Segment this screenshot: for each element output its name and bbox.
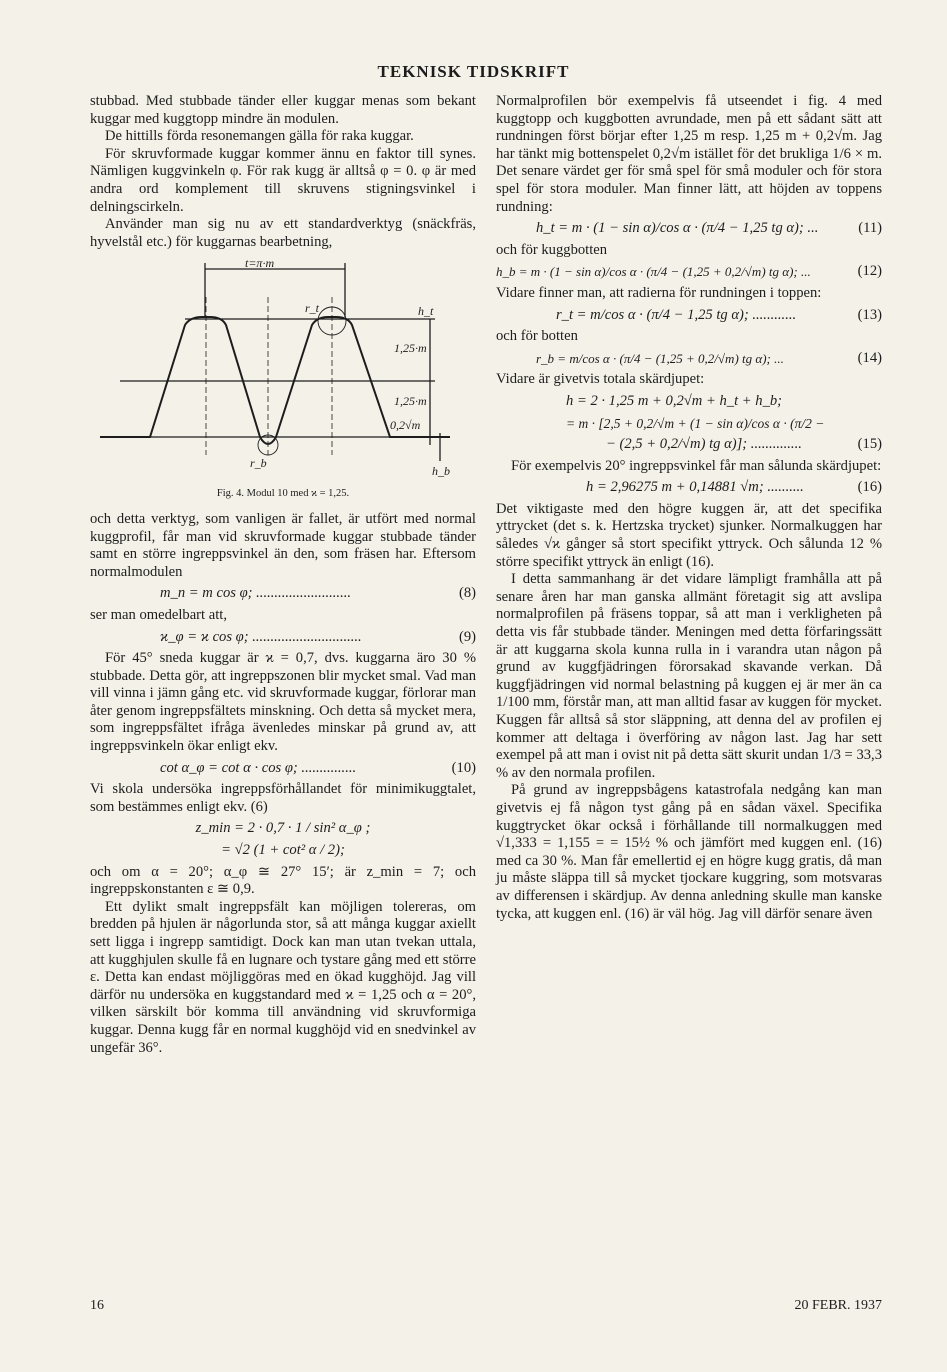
hb-label: h_b	[432, 464, 450, 479]
rt-label: r_t	[305, 301, 320, 316]
paragraph: Vidare är givetvis totala skärdjupet:	[496, 371, 705, 388]
equation-number: (16)	[857, 479, 882, 496]
equation-15b	[496, 415, 882, 433]
paragraph: För 45° sneda kuggar är ϰ = 0,7, dvs. kuggarna äro 30 % stubbade. Detta gör, att ingreppszonen blir mycket smal. Vad man vill vinna i jämn gång etc. vid skruvformade kuggar, förlorar man åter genom ingreppsfältets minskning. Och detta så mycket mera, som ingreppsfältet ifråga ävenledes minskar på grund av, att ingreppsvinkeln ökar enligt ekv.	[90, 650, 476, 755]
equation-number: (10)	[451, 759, 476, 776]
tooth-profile-diagram	[90, 257, 476, 485]
equation-number: (12)	[857, 263, 882, 280]
equation-body: h_b = m · (1 − sin α)/cos α · (π/4 − (1,25 + 0,2/√m) tg α); ...	[496, 264, 811, 280]
equation-body: = √2 (1 + cot² α / 2);	[221, 842, 345, 859]
equation-body: r_b = m/cos α · (π/4 − (1,25 + 0,2/√m) tg α); ...	[536, 350, 784, 366]
equation-12	[496, 263, 882, 281]
equation-9	[90, 629, 476, 647]
equation-15c	[496, 436, 882, 454]
paragraph: Vidare finner man, att radierna för rundningen i toppen:	[496, 284, 822, 301]
equation-zmin-2	[90, 842, 476, 860]
equation-body: ϰ_φ = ϰ cos φ; ..............................	[160, 628, 362, 645]
paragraph: och om α = 20°; α_φ ≅ 27° 15′; är z_min = 7; och ingreppskonstanten ε ≅ 0,9.	[90, 863, 476, 898]
issue-date: 20 FEBR. 1937	[794, 1298, 882, 1313]
equation-body: − (2,5 + 0,2/√m) tg α)]; ..............	[606, 436, 802, 453]
masthead: TEKNISK TIDSKRIFT	[377, 62, 570, 81]
clearance-label: 0,2√m	[390, 418, 421, 433]
paragraph: Vi skola undersöka ingreppsförhållandet för minimikuggtalet, som bestämmes enligt ekv. (6)	[90, 781, 476, 815]
paragraph: För skruvformade kuggar kommer ännu en faktor till synes. Nämligen kuggvinkeln φ. För rak kugg är alltså φ = 0. φ är med andra ord komplement till skruvens stigningsvinkel i delningscirkeln.	[90, 145, 476, 215]
paragraph: De hittills förda resonemangen gälla för raka kuggar.	[105, 128, 414, 145]
equation-body: cot α_φ = cot α · cos φ; ...............	[160, 759, 357, 776]
equation-14	[496, 350, 882, 368]
paragraph: I detta sammanhang är det vidare lämpligt framhålla att på senare åren har man ganska allmänt företagit sig att avslipa normalprofilen på fräsens toppar, så att man i verkligheten på detta vis får stubbade tänder. Meningen med detta förfaringssätt är att kuggarna skola kunna rulla in i varandra utan någon på grund av kuggfjädringen förorsakad skavande verkan. Då kuggfjädringen vid normal belastning på kuggen ej är mer än ca 1/100 mm, förstår man, att man alltid fasar av kuggen för mycket. Kuggen får alltså så stor släppning, att denna del av profilen ej kommer att deltaga i överföring av någon last. Jag har sett exempel på att man i ovist nit på detta sätt skurit undan 1/3 = 33,3 % av den normala profilen.	[496, 571, 882, 781]
equation-body: m_n = m cos φ; ..........................	[160, 585, 352, 602]
equation-zmin	[90, 820, 476, 838]
paragraph: och detta verktyg, som vanligen är fallet, är utfört med normal kuggprofil, får man vid skruvformade kuggar stubbade tänder samt en större ingreppsvinkel än den, som fräsen har. Eftersom normalmodulen	[90, 510, 476, 580]
ht-label: h_t	[418, 304, 434, 319]
left-column	[90, 93, 476, 1057]
paragraph: ser man omedelbart att,	[90, 606, 227, 623]
equation-13	[496, 307, 882, 325]
equation-body: h = 2,96275 m + 0,14881 √m; ..........	[586, 479, 804, 496]
paragraph: Normalprofilen bör exempelvis få utseendet i fig. 4 med kuggtopp och kuggbotten avrundade, men på ett sådant sätt att rundningen först börjar efter 1,25 m resp. 1,25 m + 0,2√m. Jag har tänkt mig bottenspelet 0,2√m istället för det brukliga 1/6 × m. Det senare värdet ger för små spel för små moduler och för stora spel för stora moduler. Man finner lätt, att höjden av toppens rundning:	[496, 93, 882, 215]
tooth-profile-figure	[90, 257, 476, 485]
equation-body: h = 2 · 1,25 m + 0,2√m + h_t + h_b;	[566, 392, 783, 409]
paragraph: stubbad. Med stubbade tänder eller kuggar menas som bekant kuggar med kuggtopp mindre än modulen.	[90, 93, 476, 127]
paragraph: För exempelvis 20° ingreppsvinkel får man sålunda skärdjupet:	[511, 457, 882, 474]
equation-8	[90, 585, 476, 603]
figure-caption: Fig. 4. Modul 10 med ϰ = 1,25.	[216, 488, 350, 500]
equation-15a	[496, 393, 882, 411]
equation-number: (13)	[857, 306, 882, 323]
equation-number: (11)	[858, 220, 882, 237]
equation-body: z_min = 2 · 0,7 · 1 / sin² α_φ ;	[195, 820, 371, 837]
equation-number: (15)	[857, 436, 882, 453]
equation-body: r_t = m/cos α · (π/4 − 1,25 tg α); ............	[556, 306, 797, 323]
pitch-label: t=π·m	[245, 257, 275, 271]
page-number: 16	[90, 1298, 104, 1313]
paragraph: och för kuggbotten	[496, 241, 608, 258]
equation-11	[496, 220, 882, 238]
height-label-1: 1,25·m	[394, 341, 427, 356]
equation-10	[90, 760, 476, 778]
equation-number: (14)	[857, 349, 882, 366]
right-column	[496, 93, 882, 923]
equation-number: (9)	[458, 628, 476, 645]
paragraph: Ett dylikt smalt ingreppsfält kan möjligen tolereras, om bredden på hjulen är någorlunda stor, så att många kuggar axiellt sett ligga i ingrepp samtidigt. Dock kan man utan tvekan uttala, att kugghjulen skulle få en lugnare och tystare gång med ett större ε. Detta kan endast möjliggöras med en ökad kugghöjd. Jag vill därför nu undersöka en kuggstandard med ϰ = 1,25 och α = 20°, vilken särskilt bör komma till användning vid skruvformiga kuggar. Denna kugg får en normal kugghöjd vid en snedvinkel av ungefär 36°.	[90, 898, 476, 1056]
paragraph: På grund av ingreppsbågens katastrofala nedgång kan man givetvis ej få någon tyst gång på en sådan växel. Specifika kuggtrycket ökar också i förhållande till normalkuggen med √1,333 = 1,155 = = 15½ % och jämfört med kuggen enl. (16) med ca 30 %. Man får emellertid ej en högre kugg gratis, då man ju måste släppa till så mycket tjockare kuggring, som motsvaras av differensen i skärdjup. Av denna anledning skulle man kanske tycka, att kuggen enl. (16) är väl hög. Jag vill därför senare även	[496, 782, 882, 922]
height-label-2: 1,25·m	[394, 394, 427, 409]
paragraph: och för botten	[496, 328, 578, 345]
equation-16	[496, 479, 882, 497]
equation-body: h_t = m · (1 − sin α)/cos α · (π/4 − 1,25 tg α); ...	[536, 220, 819, 237]
equation-body: = m · [2,5 + 0,2/√m + (1 − sin α)/cos α · (π/2 −	[566, 415, 825, 431]
equation-number: (8)	[458, 585, 476, 602]
paragraph: Det viktigaste med den högre kuggen är, att det specifika yttrycket (det s. k. Hertzska trycket) sjunker. Normalkuggen har således √ϰ gånger så stort specifikt yttryck. Och sålunda 12 % större specifikt yttryck än enligt (16).	[496, 500, 882, 570]
paragraph: Använder man sig nu av ett standardverktyg (snäckfräs, hyvelstål etc.) för kuggarnas bearbetning,	[90, 216, 476, 250]
rb-label: r_b	[250, 456, 267, 471]
